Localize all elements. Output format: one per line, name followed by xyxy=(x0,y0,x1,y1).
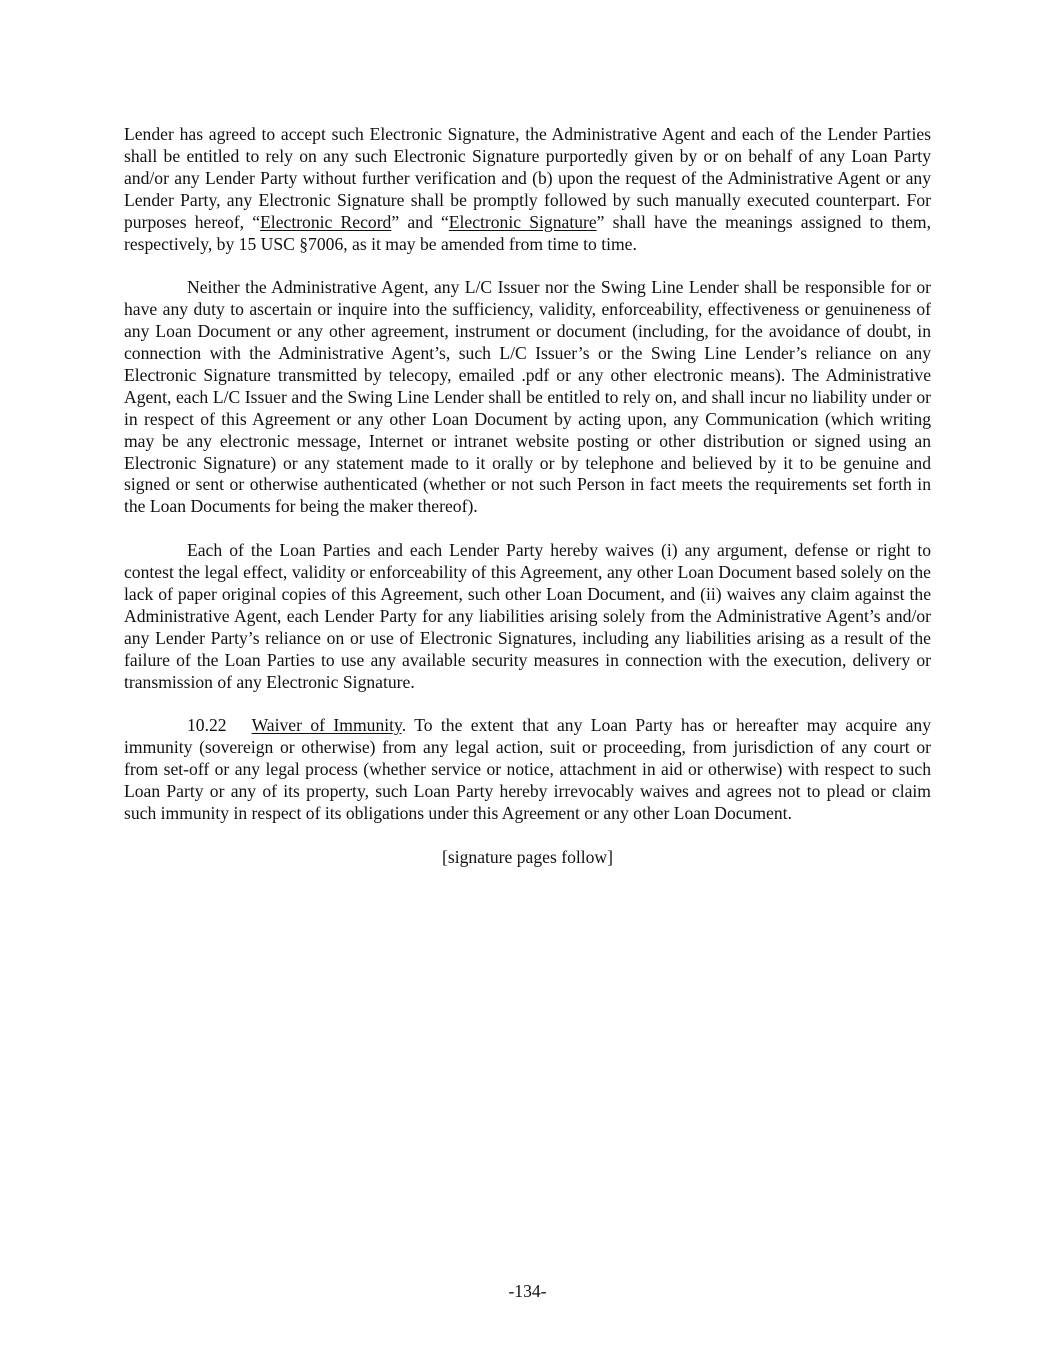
paragraph-agent-responsibility: Neither the Administrative Agent, any L/C Issuer nor the Swing Line Lender shall be responsible for or have any duty to ascertain or inquire into the sufficiency, validity, enforceability, effectiveness or genuineness of any Loan Document or any other agreement, instrument or document (including, for the avoidance of doubt, in connection with the Administrative Agent’s, such L/C Issuer’s or the Swing Line Lender’s reliance on any Electronic Signature transmitted by telecopy, emailed .pdf or any other electronic means). The Administrative Agent, each L/C Issuer and the Swing Line Lender shall be entitled to rely on, and shall incur no liability under or in respect of this Agreement or any other Loan Document by acting upon, any Communication (which writing may be any electronic message, Internet or intranet website posting or other distribution or signed using an Electronic Signature) or any statement made to it orally or by telephone and believed by it to be genuine and signed or sent or otherwise authenticated (whether or not such Person in fact meets the requirements set forth in the Loan Documents for being the maker thereof). xyxy=(124,277,931,517)
paragraph-text: ” and “ xyxy=(391,211,449,232)
paragraph-text: ” shall have the meanings assigned to them, respectively, by 15 USC §7006, as it may be amended from time to time. xyxy=(124,211,931,254)
paragraph-text: Lender has agreed to accept such Electronic Signature, the Administrative Agent and each of the Lender Parties shall be entitled to rely on any such Electronic Signature purportedly given by or on behalf of any Loan Party and/or any Lender Party without further verification and (b) upon the request of the Administrative Agent or any Lender Party, any Electronic Signature shall be promptly followed by such manually executed counterpart. For purposes hereof, “ xyxy=(124,124,931,232)
paragraph-waiver-of-argument: Each of the Loan Parties and each Lender Party hereby waives (i) any argument, defense or right to contest the legal effect, validity or enforceability of this Agreement, any other Loan Document based solely on the lack of paper original copies of this Agreement, such other Loan Document, and (ii) waives any claim against the Administrative Agent, each Lender Party for any liabilities arising solely from the Administrative Agent’s and/or any Lender Party’s reliance on or use of Electronic Signatures, including any liabilities arising as a result of the failure of the Loan Parties to use any available security measures in connection with the execution, delivery or transmission of any Electronic Signature. xyxy=(124,540,931,692)
section-number: 10.22 xyxy=(187,715,227,736)
section-title: Waiver of Immunity xyxy=(251,715,402,736)
defined-term-electronic-record: Electronic Record xyxy=(260,211,392,232)
page-number: -134- xyxy=(508,1281,547,1301)
document-page xyxy=(124,124,931,869)
section-body: To the extent that any Loan Party has or hereafter may acquire any immunity (sovereign or otherwise) from any legal action, suit or proceeding, from jurisdiction of any court or from set-off or any legal process (whether service or notice, attachment in aid or otherwise) with respect to such Loan Party or any of its property, such Loan Party hereby irrevocably waives and agrees not to plead or claim such immunity in respect of its obligations under this Agreement or any other Loan Document. xyxy=(124,715,932,824)
section-10-22 xyxy=(124,715,931,825)
defined-term-electronic-signature: Electronic Signature xyxy=(448,211,597,232)
section-title-punctuation: . xyxy=(401,715,415,736)
signature-pages-note: [signature pages follow] xyxy=(442,846,613,867)
paragraph-electronic-signature-reliance xyxy=(124,124,931,255)
